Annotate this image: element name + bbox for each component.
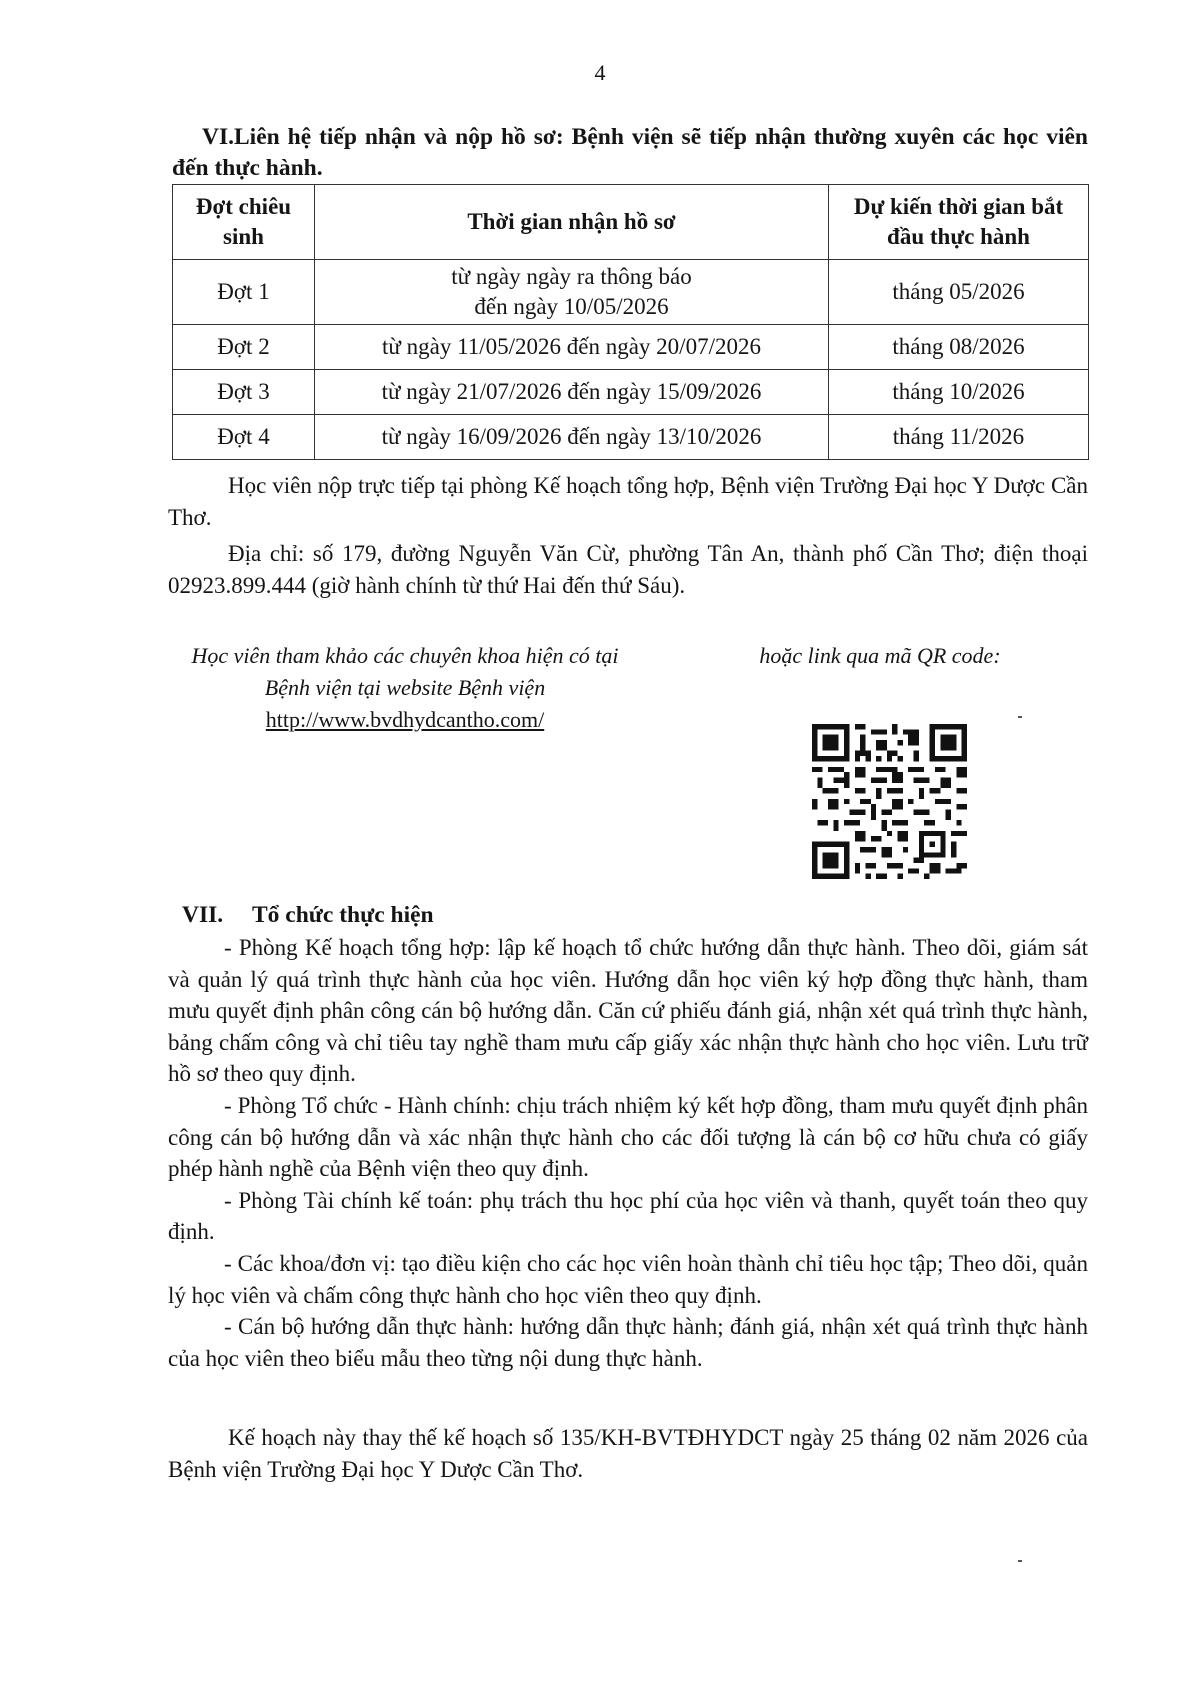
duty-planning-department: - Phòng Kế hoạch tổng hợp: lập kế hoạch tổ chức hướng dẫn thực hành. Theo dõi, giám sát và quản lý quá trình thực hành của học viên. Hướng dẫn học viên ký hợp đồng thực hành, tham mưu quyết định phân công cán bộ hướng dẫn. Căn cứ phiếu đánh giá, nhận xét quá trình thực hành, bảng chấm công và chỉ tiêu tay nghề tham mưu cấp giấy xác nhận thực hành cho học viên. Lưu trữ hồ sơ theo quy định. xyxy=(168,935,1088,1087)
cell-start: tháng 05/2026 xyxy=(829,260,1089,325)
section-6-heading xyxy=(172,122,1088,184)
cell-start: tháng 10/2026 xyxy=(829,370,1089,415)
table-row xyxy=(173,325,1089,370)
scan-mark xyxy=(1018,1560,1022,1562)
cell-batch: Đợt 2 xyxy=(173,325,315,370)
duty-clinical-units: - Các khoa/đơn vị: tạo điều kiện cho các học viên hoàn thành chỉ tiêu học tập; Theo dõi, quản lý học viên và chấm công thực hành cho học viên theo quy định. xyxy=(168,1250,1088,1308)
cell-batch: Đợt 4 xyxy=(173,415,315,460)
table-header-row xyxy=(173,185,1089,260)
submission-place-paragraph: Học viên nộp trực tiếp tại phòng Kế hoạch tổng hợp, Bệnh viện Trường Đại học Y Dược Cần Thơ. xyxy=(168,473,1088,530)
website-link[interactable]: http://www.bvdhydcantho.com/ xyxy=(265,707,545,732)
duty-admin-department: - Phòng Tổ chức - Hành chính: chịu trách nhiệm ký kết hợp đồng, tham mưu quyết định phân công cán bộ hướng dẫn và xác nhận thực hành cho các đối tượng là cán bộ cơ hữu chưa có giấy phép hành nghề của Bệnh viện theo quy định. xyxy=(168,1092,1088,1182)
cell-period: từ ngày 21/07/2026 đến ngày 15/09/2026 xyxy=(315,370,829,415)
cell-start: tháng 11/2026 xyxy=(829,415,1089,460)
section-7-title: Tổ chức thực hiện xyxy=(252,902,434,928)
table-row xyxy=(173,260,1089,325)
cell-batch: Đợt 3 xyxy=(173,370,315,415)
website-note-text: Học viên tham khảo các chuyên khoa hiện có tại Bệnh viện tại website Bệnh viện xyxy=(191,643,619,700)
closing-paragraph: Kế hoạch này thay thế kế hoạch số 135/KH-BVTĐHYDCT ngày 25 tháng 02 năm 2026 của Bệnh viện Trường Đại học Y Dược Cần Thơ. xyxy=(168,1425,1088,1482)
header-expected-start: Dự kiến thời gian bắt đầu thực hành xyxy=(829,185,1089,260)
table-row xyxy=(173,415,1089,460)
cell-start: tháng 08/2026 xyxy=(829,325,1089,370)
header-submission-period: Thời gian nhận hồ sơ xyxy=(315,185,829,260)
qr-note: hoặc link qua mã QR code: xyxy=(759,643,1001,668)
section-7-heading xyxy=(182,900,434,931)
section-7-body xyxy=(168,932,1088,1374)
duty-finance-department: - Phòng Tài chính kế toán: phụ trách thu học phí của học viên và thanh, quyết toán theo quy định. xyxy=(168,1187,1088,1245)
website-note xyxy=(170,640,640,736)
page-number: 4 xyxy=(594,60,606,85)
section-6-title: Liên hệ tiếp nhận và nộp hồ sơ: Bệnh viện sẽ tiếp nhận thường xuyên các học viên đến thực hành. xyxy=(172,124,1088,181)
section-7-number: VII. xyxy=(182,902,224,928)
section-6-number: VI. xyxy=(202,124,234,150)
scan-mark xyxy=(1018,716,1022,718)
address-paragraph: Địa chỉ: số 179, đường Nguyễn Văn Cừ, phường Tân An, thành phố Cần Thơ; điện thoại 02923.899.444 (giờ hành chính từ thứ Hai đến thứ Sáu). xyxy=(168,541,1088,598)
table-row xyxy=(173,370,1089,415)
cell-period: từ ngày ngày ra thông báo đến ngày 10/05/2026 xyxy=(315,260,829,325)
qr-code-image[interactable] xyxy=(812,724,967,879)
cell-period: từ ngày 16/09/2026 đến ngày 13/10/2026 xyxy=(315,415,829,460)
cell-batch: Đợt 1 xyxy=(173,260,315,325)
duty-instructors: - Cán bộ hướng dẫn thực hành: hướng dẫn thực hành; đánh giá, nhận xét quá trình thực hành của học viên theo biểu mẫu theo từng nội dung thực hành. xyxy=(168,1314,1088,1371)
enrollment-schedule-table xyxy=(172,184,1089,460)
cell-period: từ ngày 11/05/2026 đến ngày 20/07/2026 xyxy=(315,325,829,370)
header-batch: Đợt chiêu sinh xyxy=(173,185,315,260)
